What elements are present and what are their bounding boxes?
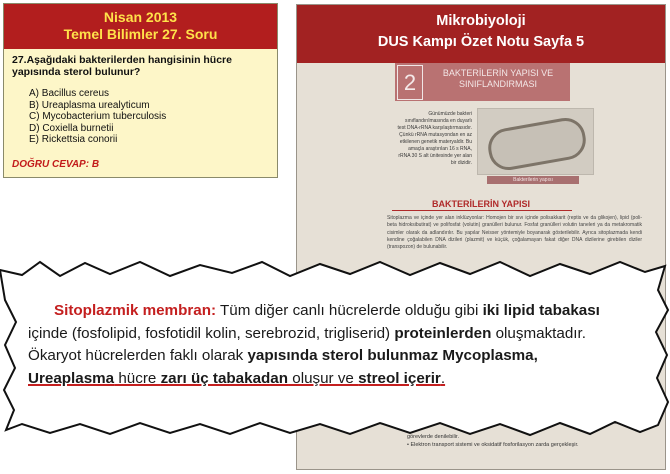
callout-text-4e: streol içerir	[358, 369, 441, 387]
question-text: 27.Aşağıdaki bakterilerden hangisinin hücre yapısında sterol bulunur?	[12, 54, 232, 78]
book-title: Mikrobiyoloji	[436, 13, 526, 29]
callout-text-3a: Ökaryot hücrelerden faklı olarak	[28, 347, 248, 364]
callout-line-4	[28, 368, 643, 391]
callout-text-4a: Ureaplasma	[28, 369, 115, 387]
term-label: Sitoplazmik membran:	[54, 302, 217, 319]
option-b: B) Ureaplasma urealyticum	[29, 99, 150, 111]
callout-text-2a: içinde (fosfolipid, fosfotidil kolin, serebrozid, trigliserid)	[28, 324, 395, 342]
callout-text	[28, 300, 643, 390]
callout-line-1	[28, 300, 643, 323]
callout-text-2c: oluşmaktadır.	[491, 324, 586, 342]
chapter-title: BAKTERİLERİN YAPISI VE SINIFLANDIRMASI	[442, 68, 554, 89]
callout-text-4f: .	[440, 369, 446, 387]
book-subtitle: DUS Kampı Özet Notu Sayfa 5	[377, 34, 585, 50]
option-d: D) Coxiella burnetii	[29, 122, 114, 134]
section-text: Sitoplazma ve içinde yer alan inklüzyonlar: Homojen bir sıvı içinde polisakkarit (reptis ve da glikojen), lipid (poli-beta hidroksibutirat) ve polifosfat (volutin) granülleri bulunur. Fosfat granülleri volutin taneleri ya da metakromatik cisimler olarak da adlandırılır. Bu yapılar Neisser yöntemiyle boyanarak gösterilebilir. Ayrıca sitoplazmada kendi kendine çoğalabilen DNA dizileri (plazmit) ve küçük, çoğalamayan fakat diğer DNA dizilerine girebilen diziler (transpozon) de bulunabilir.	[387, 215, 642, 251]
question-label: Temel Bilimler 27. Soru	[63, 26, 218, 42]
chapter-number: 2	[397, 65, 423, 100]
option-c: C) Mycobacterium tuberculosis	[29, 111, 167, 123]
question-date: Nisan 2013	[103, 9, 178, 25]
correct-answer: DOĞRU CEVAP: B	[12, 159, 100, 170]
option-e: E) Rickettsia conorii	[29, 134, 118, 146]
callout-line-3	[28, 345, 643, 368]
callout-text-2b: proteinlerden	[394, 324, 492, 342]
bullet-item: • Elektron transport sistemi ve oksidatif fosforilasyon zarda gerçekleşir.	[407, 442, 579, 448]
option-a: A) Bacillus cereus	[29, 88, 110, 99]
intro-text: Günümüzde bakteri sınıflandırılmasında en duyarlı test DNA-rRNA karşılaştırmasıdır. Çünkü rRNA mutasyondan en az etkilenen genetik materyaldir. Bu amaçla araştırılan 16 s RNA, rRNA 30 S alt ünitesinde yer alan bir dizidir.	[397, 111, 472, 166]
callout-text-4c: zarı üç tabakadan	[160, 369, 289, 387]
callout-text-1a: Tüm diğer canlı hücrelerde olduğu gibi	[216, 302, 483, 319]
bullet-pre: görevlerde denilebilir.	[407, 434, 459, 440]
section-heading: BAKTERİLERİN YAPISI	[431, 199, 531, 209]
callout-text-4d: oluşur ve	[288, 369, 359, 387]
figure-caption: Bakterilerin yapısı	[487, 176, 579, 184]
callout-text-4b: hücre	[114, 369, 161, 387]
callout-text-3b: yapısında sterol bulunmaz Mycoplasma,	[247, 347, 538, 364]
callout-text-1b: iki lipid tabakası	[482, 302, 600, 319]
callout-line-2	[28, 323, 643, 346]
